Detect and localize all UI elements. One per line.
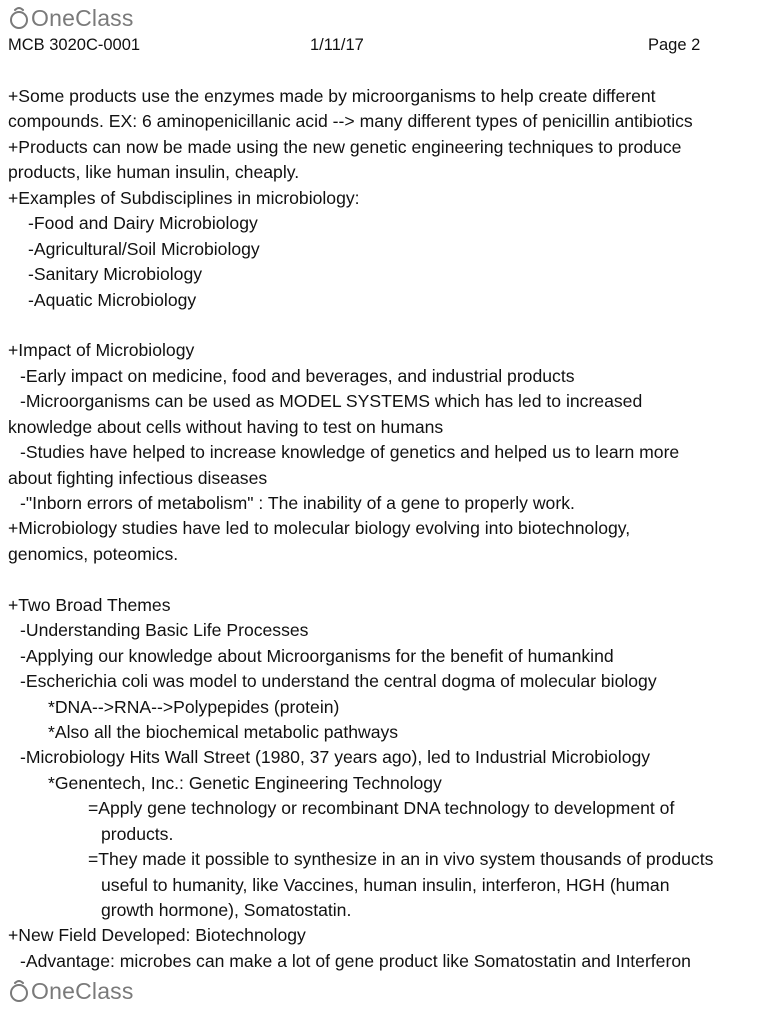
note-line: *Also all the biochemical metabolic pathways bbox=[48, 721, 399, 742]
note-line: genomics, poteomics. bbox=[8, 543, 179, 564]
oneclass-logo-icon bbox=[8, 978, 30, 1004]
page-number: Page 2 bbox=[648, 36, 701, 54]
note-line: -Agricultural/Soil Microbiology bbox=[28, 238, 260, 259]
note-line: +New Field Developed: Biotechnology bbox=[8, 925, 306, 946]
note-date: 1/11/17 bbox=[310, 36, 364, 54]
note-line: growth hormone), Somatostatin. bbox=[101, 900, 352, 920]
note-line: =Apply gene technology or recombinant DNA technology to development of bbox=[88, 798, 675, 819]
oneclass-logo-text: OneClass bbox=[31, 5, 134, 31]
note-line: +Microbiology studies have led to molecular biology evolving into biotechnology, bbox=[8, 518, 631, 539]
oneclass-logo-text: OneClass bbox=[31, 978, 134, 1004]
note-line: -Microorganisms can be used as MODEL SYSTEMS which has led to increased bbox=[20, 391, 643, 412]
note-line: knowledge about cells without having to test on humans bbox=[8, 416, 444, 437]
note-line: =They made it possible to synthesize in an in vivo system thousands of products bbox=[88, 849, 714, 870]
blank-line bbox=[8, 313, 780, 338]
blank-line bbox=[8, 567, 780, 592]
note-line: +Two Broad Themes bbox=[8, 594, 171, 615]
note-line: -Understanding Basic Life Processes bbox=[20, 620, 309, 641]
note-line: -Early impact on medicine, food and beverages, and industrial products bbox=[20, 365, 575, 386]
oneclass-logo-bottom bbox=[8, 977, 134, 1005]
course-code: MCB 3020C-0001 bbox=[8, 36, 141, 54]
note-line: -Sanitary Microbiology bbox=[28, 264, 203, 285]
note-line: -"Inborn errors of metabolism" : The inability of a gene to properly work. bbox=[20, 493, 575, 513]
note-line: about fighting infectious diseases bbox=[8, 467, 268, 488]
note-line: -Advantage: microbes can make a lot of gene product like Somatostatin and Interferon bbox=[20, 950, 691, 971]
note-line: *DNA-->RNA-->Polypepides (protein) bbox=[48, 696, 340, 717]
notes-body bbox=[8, 84, 780, 974]
oneclass-logo-icon bbox=[8, 5, 30, 31]
note-line: -Food and Dairy Microbiology bbox=[28, 213, 258, 234]
note-line: +Examples of Subdisciplines in microbiology: bbox=[8, 187, 360, 208]
note-line: +Products can now be made using the new genetic engineering techniques to produce bbox=[8, 136, 682, 157]
note-line: useful to humanity, like Vaccines, human insulin, interferon, HGH (human bbox=[101, 874, 670, 895]
note-line: +Impact of Microbiology bbox=[8, 340, 195, 361]
note-line: +Some products use the enzymes made by microorganisms to help create different bbox=[8, 86, 656, 106]
note-line: -Escherichia coli was model to understand the central dogma of molecular biology bbox=[20, 671, 657, 692]
note-line: *Genentech, Inc.: Genetic Engineering Technology bbox=[48, 772, 442, 793]
note-line: -Microbiology Hits Wall Street (1980, 37 years ago), led to Industrial Microbiology bbox=[20, 747, 651, 768]
oneclass-logo-top bbox=[8, 4, 134, 32]
note-line: products. bbox=[101, 823, 174, 844]
note-line: products, like human insulin, cheaply. bbox=[8, 162, 300, 183]
note-line: -Applying our knowledge about Microorganisms for the benefit of humankind bbox=[20, 645, 614, 666]
note-line: compounds. EX: 6 aminopenicillanic acid --> many different types of penicillin antibiotics bbox=[8, 111, 693, 132]
page-header bbox=[8, 33, 784, 57]
note-line: -Studies have helped to increase knowledge of genetics and helped us to learn more bbox=[20, 442, 680, 463]
note-line: -Aquatic Microbiology bbox=[28, 289, 197, 310]
